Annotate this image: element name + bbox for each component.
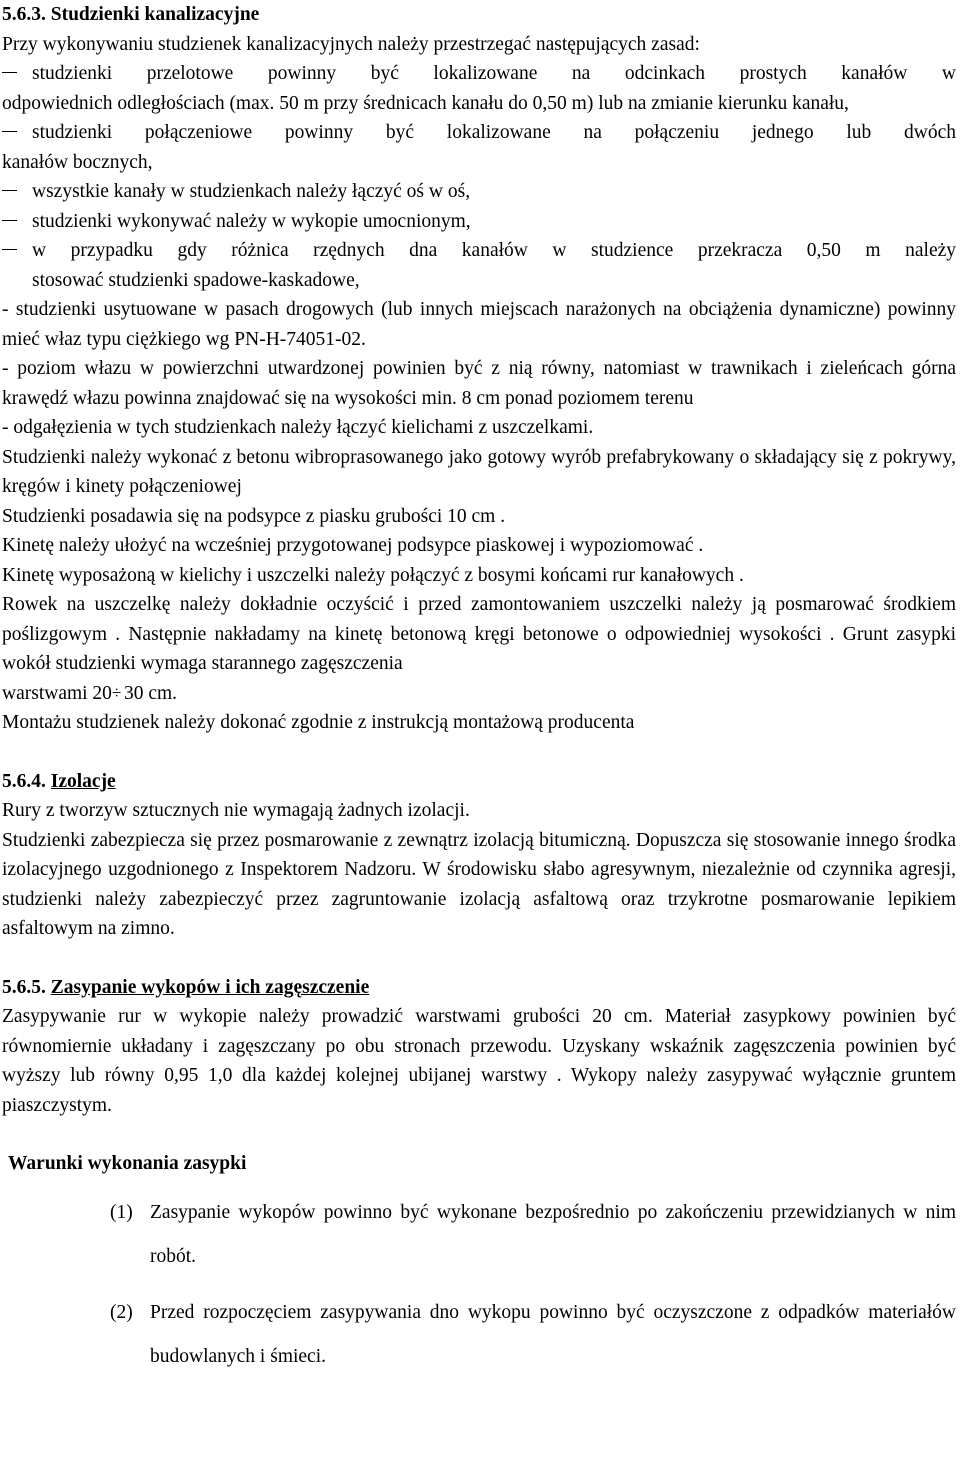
list-item-text: Zasypanie wykopów powinno być wykonane bezpośrednio po zakończeniu przewidzianych w nim robót. xyxy=(150,1201,956,1267)
dash-bullet-icon xyxy=(2,177,32,207)
montazu-paragraph: Montażu studzienek należy dokonać zgodnie z instrukcją montażową producenta xyxy=(2,712,635,733)
section-563-intro: Przy wykonywaniu studzienek kanalizacyjnych należy przestrzegać następujących zasad: xyxy=(2,33,700,55)
section-563-number: 5.6.3. xyxy=(2,4,46,25)
list-item-text: Przed rozpoczęciem zasypywania dno wykopu powinno być oczyszczone z odpadków materiałów budowlanych i śmieci. xyxy=(150,1301,956,1367)
spacer xyxy=(2,738,956,767)
paragraph: Studzienki posadawia się na podsypce z piasku grubości 10 cm . xyxy=(2,505,506,527)
warunki-heading: Warunki wykonania zasypki xyxy=(8,1153,247,1174)
paragraph: Rowek na uszczelkę należy dokładnie oczyścić i przed zamontowaniem uszczelki należy ją posmarować środkiem poślizgowym . Następnie nakładamy na kinetę betonową kręgi betonowe o odpowiedniej wysokości . Grunt zasypki wokół studzienki wymaga starannego zagęszczenia xyxy=(2,594,956,674)
dash-item-line1: studzienki połączeniowe powinny być lokalizowane na połączeniu jednego lub dwóch xyxy=(32,122,956,143)
dash-item-rest: odpowiednich odległościach (max. 50 m przy średnicach kanału do 0,50 m) lub na zmianie kierunku kanału, xyxy=(2,92,849,114)
list-item-number-wrap xyxy=(2,1291,150,1379)
dash-item-line1: studzienki wykonywać należy w wykopie umocnionym, xyxy=(32,210,471,232)
section-563-heading xyxy=(2,0,956,30)
section-564-title: Izolacje xyxy=(50,770,116,792)
paragraph: Studzienki zabezpiecza się przez posmarowanie z zewnątrz izolacją bitumiczną. Dopuszcza się stosowanie innego środka izolacyjnego uzgodnionego z Inspektorem Nadzoru. W środowisku słabo agresywnym, niezależnie od czynnika agresji, studzienki należy zabezpieczyć przez zagruntowanie izolacją asfaltową oraz trzykrotne posmarowanie lepikiem asfaltowym na zimno. xyxy=(2,829,956,939)
dash-item xyxy=(2,118,956,177)
dash-bullet-icon xyxy=(2,236,32,266)
dash-list xyxy=(2,59,956,295)
paragraph: - odgałęzienia w tych studzienkach należy łączyć kielichami z uszczelkami. xyxy=(2,417,594,438)
section-564-number: 5.6.4. xyxy=(2,770,46,792)
list-item-number: (1) xyxy=(110,1201,133,1223)
section-565-number: 5.6.5. xyxy=(2,976,46,998)
dash-item-line1: w przypadku gdy różnica rzędnych dna kanałów w studzience przekracza 0,50 m należy xyxy=(32,240,956,261)
dash-bullet-icon xyxy=(2,59,32,89)
paragraph: Kinetę należy ułożyć na wcześniej przygotowanej podsypce piaskowej i wypoziomować . xyxy=(2,535,704,556)
warstwami-suffix: 30 cm. xyxy=(123,682,178,704)
list-item xyxy=(2,1291,956,1379)
dash-item xyxy=(2,59,956,118)
division-sign-icon xyxy=(112,688,124,700)
paragraph: Zasypywanie rur w wykopie należy prowadzić warstwami grubości 20 cm. Materiał zasypkowy powinien być równomiernie układany i zagęszczany po obu stronach przewodu. Uzyskany wskaźnik zagęszczenia powinien być wyższy lub równy 0,95 1,0 dla każdej kolejnej ubijanej warstwy . Wykopy należy zasypywać wyłącznie gruntem piaszczystym. xyxy=(2,1006,956,1116)
dash-item-rest: kanałów bocznych, xyxy=(2,151,153,173)
section-564-heading xyxy=(2,767,956,797)
warstwami-line xyxy=(2,679,956,709)
paragraph: Studzienki należy wykonać z betonu wibroprasowanego jako gotowy wyrób prefabrykowany o składający się z pokrywy, kręgów i kinety połączeniowej xyxy=(2,446,956,497)
paragraph: - poziom włazu w powierzchni utwardzonej powinien być z nią równy, natomiast w trawnikach i zieleńcach górna krawędź włazu powinna znajdować się na wysokości min. 8 cm ponad poziomem terenu xyxy=(2,358,956,409)
warstwami-prefix: warstwami 20 xyxy=(2,682,112,704)
section-565-title: Zasypanie wykopów i ich zagęszczenie xyxy=(50,976,370,998)
list-item-number: (2) xyxy=(110,1301,133,1323)
dash-item-line1: wszystkie kanały w studzienkach należy łączyć oś w oś, xyxy=(32,181,471,202)
dash-item xyxy=(2,236,956,295)
dash-item xyxy=(2,177,956,207)
list-item xyxy=(2,1191,956,1279)
dash-item-rest: stosować studzienki spadowe-kaskadowe, xyxy=(32,269,360,291)
paragraph: Rury z tworzyw sztucznych nie wymagają żadnych izolacji. xyxy=(2,800,470,821)
dash-bullet-icon xyxy=(2,118,32,148)
paragraph: Kinetę wyposażoną w kielichy i uszczelki należy połączyć z bosymi końcami rur kanałowych . xyxy=(2,564,744,586)
list-item-number-wrap xyxy=(2,1191,150,1279)
warunki-list xyxy=(2,1191,956,1379)
spacer xyxy=(2,1120,956,1149)
spacer xyxy=(2,944,956,973)
dash-item-line1: studzienki przelotowe powinny być lokalizowane na odcinkach prostych kanałów w xyxy=(32,63,956,84)
paragraph: - studzienki usytuowane w pasach drogowych (lub innych miejscach narażonych na obciążenia dynamiczne) powinny mieć właz typu ciężkiego wg PN-H-74051-02. xyxy=(2,299,956,350)
dash-item xyxy=(2,207,956,237)
section-563-title: Studzienki kanalizacyjne xyxy=(50,4,260,25)
section-565-heading xyxy=(2,973,956,1003)
dash-bullet-icon xyxy=(2,207,32,237)
